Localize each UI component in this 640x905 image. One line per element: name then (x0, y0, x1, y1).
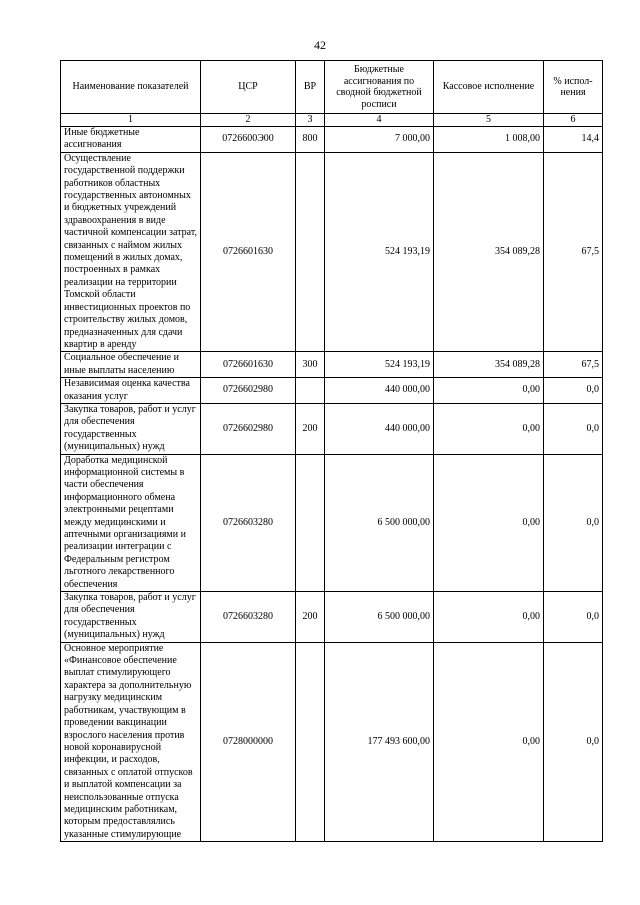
row-budget: 6 500 000,00 (325, 454, 434, 591)
row-csr: 0726602980 (201, 378, 296, 404)
row-cash: 354 089,28 (434, 352, 544, 378)
table-row (61, 403, 603, 454)
row-csr: 0728000000 (201, 642, 296, 842)
row-csr: 0726603280 (201, 454, 296, 591)
row-budget: 524 193,19 (325, 152, 434, 352)
row-cash: 0,00 (434, 592, 544, 643)
row-budget: 524 193,19 (325, 352, 434, 378)
row-vr: 300 (296, 352, 325, 378)
page-number: 42 (314, 38, 326, 52)
column-number-row (61, 114, 603, 127)
row-percent: 67,5 (544, 152, 603, 352)
row-name: Закупка товаров, работ и услуг для обеспечения государственных (муниципальных) нужд (61, 403, 201, 454)
row-name: Закупка товаров, работ и услуг для обеспечения государственных (муниципальных) нужд (61, 592, 201, 643)
row-cash: 0,00 (434, 403, 544, 454)
row-name: Основное мероприятие «Финансовое обеспечение выплат стимулирующего характера за дополнительную нагрузку медицинским работникам, участвующим в проведении вакцинации взрослого населения против новой коронавирусной инфекции, и расходов, связанных с оплатой отпусков и выплатой компенсации за неиспользованные отпуска медицинским работникам, которым предоставлялись указанные стимулирующие (61, 642, 201, 842)
column-number: 2 (201, 114, 296, 127)
row-vr: 200 (296, 592, 325, 643)
column-number: 3 (296, 114, 325, 127)
row-cash: 0,00 (434, 378, 544, 404)
table-row (61, 454, 603, 591)
table-row (61, 378, 603, 404)
row-csr: 0726603280 (201, 592, 296, 643)
row-vr: 800 (296, 127, 325, 153)
row-csr: 0726601630 (201, 152, 296, 352)
row-name: Иные бюджетные ассигнования (61, 127, 201, 153)
row-cash: 0,00 (434, 454, 544, 591)
row-name: Социальное обеспечение и иные выплаты населению (61, 352, 201, 378)
header-csr: ЦСР (201, 61, 296, 114)
row-percent: 0,0 (544, 378, 603, 404)
header-row (61, 61, 603, 114)
row-percent: 14,4 (544, 127, 603, 153)
row-csr: 0726601630 (201, 352, 296, 378)
column-number: 1 (61, 114, 201, 127)
budget-execution-table (60, 60, 603, 842)
row-percent: 0,0 (544, 454, 603, 591)
header-vr: ВР (296, 61, 325, 114)
column-number: 5 (434, 114, 544, 127)
row-csr: 0726600Э00 (201, 127, 296, 153)
row-percent: 0,0 (544, 592, 603, 643)
row-csr: 0726602980 (201, 403, 296, 454)
table-row (61, 127, 603, 153)
row-budget: 440 000,00 (325, 403, 434, 454)
header-name: Наименование показателей (61, 61, 201, 114)
column-number: 4 (325, 114, 434, 127)
table-row (61, 152, 603, 352)
header-percent: % испол-нения (544, 61, 603, 114)
row-percent: 0,0 (544, 642, 603, 842)
row-vr (296, 642, 325, 842)
row-cash: 0,00 (434, 642, 544, 842)
table-row (61, 592, 603, 643)
row-vr (296, 454, 325, 591)
header-budget: Бюджетные ассигнования по сводной бюджетной росписи (325, 61, 434, 114)
row-vr (296, 378, 325, 404)
row-vr: 200 (296, 403, 325, 454)
row-budget: 7 000,00 (325, 127, 434, 153)
row-budget: 440 000,00 (325, 378, 434, 404)
row-percent: 0,0 (544, 403, 603, 454)
row-budget: 6 500 000,00 (325, 592, 434, 643)
row-name: Независимая оценка качества оказания услуг (61, 378, 201, 404)
row-percent: 67,5 (544, 352, 603, 378)
table-row (61, 352, 603, 378)
row-vr (296, 152, 325, 352)
row-budget: 177 493 600,00 (325, 642, 434, 842)
row-cash: 354 089,28 (434, 152, 544, 352)
table-row (61, 642, 603, 842)
row-cash: 1 008,00 (434, 127, 544, 153)
row-name: Доработка медицинской информационной системы в части обеспечения информационного обмена электронными рецептами между медицинскими и аптечными организациями и реализации интеграции с Федеральным регистром льготного лекарственного обеспечения (61, 454, 201, 591)
row-name: Осуществление государственной поддержки работников областных государственных автономных и бюджетных учреждений здравоохранения в виде частичной компенсации затрат, связанных с наймом жилых помещений в жилых домах, построенных в рамках реализации на территории Томской области инвестиционных проектов по строительству жилых домов, предназначенных для сдачи квартир в аренду (61, 152, 201, 352)
header-cash: Кассовое исполнение (434, 61, 544, 114)
column-number: 6 (544, 114, 603, 127)
